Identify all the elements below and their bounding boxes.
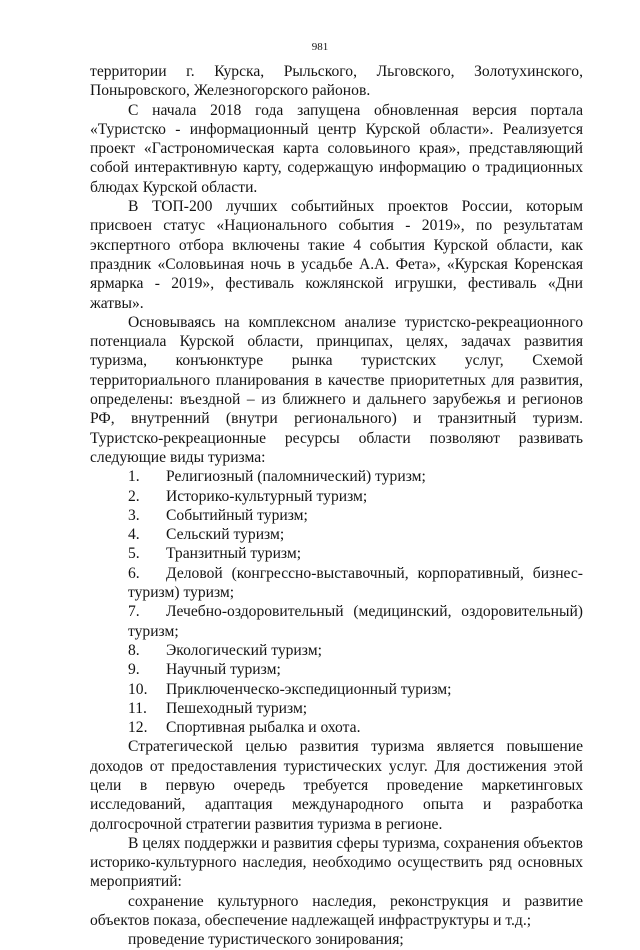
list-item-number: 3. <box>128 506 140 524</box>
list-item-number: 7. <box>128 603 140 621</box>
paragraph: Основываясь на комплексном анализе туристско-рекреационного потенциала Курской области, принципах, целях, задачах развития туризма, конъюнктуре рынка туристских услуг, Схемой территориального планирования в качестве приоритетных для развития, определены: въездной – из ближнего и дальнего зарубежья и регионов РФ, внутренний (внутри регионального) и транзитный туризм. Туристско-рекреационные ресурсы области позволяют развивать следующие виды туризма: <box>90 313 583 466</box>
page-number: 981 <box>311 41 329 53</box>
paragraph: сохранение культурного наследия, реконструкция и развитие объектов показа, обеспечение надлежащей инфраструктуры и т.д.; <box>90 892 583 930</box>
body-text <box>90 62 583 950</box>
list-item-text: Религиозный (паломнический) туризм; <box>166 468 426 486</box>
list-item-number: 1. <box>128 468 140 486</box>
paragraph: Стратегической целью развития туризма является повышение доходов от предоставления туристических услуг. Для достижения этой цели в первую очередь требуется проведение маркетинговых исследований, адаптация международного опыта и разработка долгосрочной стратегии развития туризма в регионе. <box>90 738 583 833</box>
list-item-number: 2. <box>128 487 140 505</box>
list-item <box>90 525 583 544</box>
list-item <box>90 660 583 679</box>
list-item-number: 4. <box>128 526 140 544</box>
list-item-text: Историко-культурный туризм; <box>166 487 368 505</box>
list-item <box>90 564 583 603</box>
list-item-text: Сельский туризм; <box>166 526 285 544</box>
paragraph: С начала 2018 года запущена обновленная версия портала «Туристско - информационный центр Курской области». Реализуется проект «Гастрономическая карта соловьиного края», представляющий собой интерактивную карту, содержащую информацию о традиционных блюдах Курской области. <box>90 101 583 196</box>
list-item-text: Событийный туризм; <box>166 506 308 524</box>
list-item <box>90 641 583 660</box>
list-item <box>90 487 583 506</box>
list-item-number: 11. <box>128 699 147 717</box>
paragraph: В ТОП-200 лучших событийных проектов России, которым присвоен статус «Национального события - 2019», по результатам экспертного отбора включены такие 4 события Курской области, как праздник «Соловьиная ночь в усадьбе А.А. Фета», «Курская Коренская ярмарка - 2019», фестиваль кожлянской игрушки, фестиваль «Дни жатвы». <box>90 198 583 312</box>
list-item <box>90 467 583 486</box>
list-item-text: Спортивная рыбалка и охота. <box>166 719 361 737</box>
list-item <box>90 718 583 737</box>
list-item <box>90 544 583 563</box>
list-item-text: Транзитный туризм; <box>166 545 302 563</box>
list-item-text: Пешеходный туризм; <box>166 699 308 717</box>
list-item-text: Лечебно-оздоровительный (медицинский, оздоровительный) туризм; <box>128 603 583 640</box>
list-item-text: Приключенческо-экспедиционный туризм; <box>166 680 452 698</box>
list-item-text: Экологический туризм; <box>166 641 322 659</box>
list-item-number: 9. <box>128 661 140 679</box>
tourism-types-list <box>90 467 583 737</box>
paragraph: территории г. Курска, Рыльского, Льговского, Золотухинского, Поныровского, Железногорского районов. <box>90 63 583 100</box>
paragraph: проведение туристического зонирования; <box>128 931 404 949</box>
list-item-number: 8. <box>128 641 140 659</box>
list-item <box>90 699 583 718</box>
list-item-text: Научный туризм; <box>166 661 281 679</box>
list-item-number: 10. <box>128 680 148 698</box>
list-item <box>90 680 583 699</box>
list-item-text: Деловой (конгрессно-выставочный, корпоративный, бизнес-туризм) туризм; <box>128 564 583 602</box>
list-item-number: 12. <box>128 719 148 737</box>
list-item-number: 6. <box>128 564 140 582</box>
list-item-number: 5. <box>128 545 140 563</box>
paragraph: В целях поддержки и развития сферы туризма, сохранения объектов историко-культурного наследия, необходимо осуществить ряд основных мероприятий: <box>90 834 583 891</box>
list-item <box>90 602 583 641</box>
list-item <box>90 506 583 525</box>
